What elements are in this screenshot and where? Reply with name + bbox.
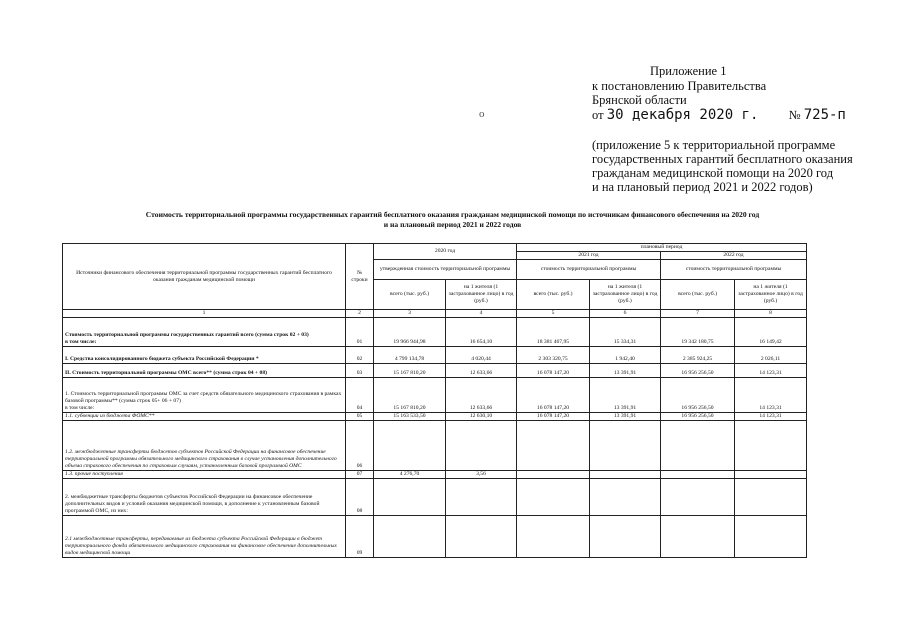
cell-total-2021: 16 078 147,20 [517,378,590,413]
header-per-capita-2021: на 1 жителя (1 застрахованное лицо) в год (руб.) [590,280,661,310]
cell-total-2020: 19 966 944,98 [374,318,446,347]
row-number: 08 [346,479,374,516]
row-label: 2. межбюджетные трансферты бюджетов субъектов Российской Федерации на финансовое обеспечение дополнительных видов и условий оказания медицинской помощи, в дополнение к установленным базовой программой ОМС, из них: [63,479,346,516]
cell-total-2020: 4 276,70 [374,471,446,479]
appendix-date-line [592,108,846,123]
cell-per-capita-2022 [735,479,807,516]
row-number: 06 [346,421,374,471]
row-number: 07 [346,471,374,479]
row-label: 1. Стоимость территориальной программы ОМС за счет средств обязательного медицинского страхования в рамках базовой программы** (сумма строк 05+ 06 + 07) в том числе: [63,378,346,413]
appendix-line-2: к постановлению Правительства [592,78,767,93]
note-line-3: гражданам медицинской помощи на 2020 год [592,166,834,180]
row-number: 03 [346,364,374,378]
cell-per-capita-2021 [590,421,661,471]
row-label: 2.1 межбюджетные трансферты, передаваемые из бюджета субъекта Российской Федерации в бюджет территориального фонда обязательного медицинского страхования на финансовое обеспечение дополнительных видов медицинской помощи [63,516,346,558]
cell-per-capita-2020: 16 654,10 [446,318,517,347]
appendix-note [592,138,853,194]
cell-per-capita-2020: 12 633,66 [446,364,517,378]
row-number: 02 [346,347,374,364]
cell-per-capita-2022: 14 123,31 [735,413,807,421]
cell-total-2022 [661,471,735,479]
row-number: 04 [346,378,374,413]
cost-table [62,243,807,558]
table-row [63,479,807,516]
cell-per-capita-2021 [590,471,661,479]
cell-total-2021: 18 381 467,95 [517,318,590,347]
table-row [63,378,807,413]
cell-per-capita-2020 [446,479,517,516]
row-number: 05 [346,413,374,421]
appendix-header [592,64,846,122]
cell-per-capita-2021 [590,516,661,558]
header-year-2020: 2020 год [374,244,517,260]
row-label: Стоимость территориальной программы государственных гарантий всего (сумма строк 02 + 03) в том числе: [63,318,346,347]
document-title [40,210,865,229]
number-prefix: № [788,107,801,122]
header-year-2022: 2022 год [661,252,807,260]
cell-per-capita-2021: 13 391,91 [590,364,661,378]
date-prefix: от [592,107,604,122]
cell-per-capita-2020: 12 633,66 [446,378,517,413]
cell-total-2020 [374,479,446,516]
cell-total-2022 [661,479,735,516]
cell-per-capita-2022 [735,471,807,479]
table-row [63,471,807,479]
cell-per-capita-2022: 14 123,31 [735,364,807,378]
cell-per-capita-2021: 1 942,40 [590,347,661,364]
cell-total-2020 [374,516,446,558]
col-number: 6 [590,310,661,318]
cell-per-capita-2021 [590,479,661,516]
row-label: 1.2. межбюджетные трансферты бюджетов субъектов Российской Федерации на финансовое обеспечение территориальной программы обязательного медицинского страхования в случае установления дополнительного объема страхового обеспечения по страховым случаям, установленным базовой программой ОМС [63,421,346,471]
cell-total-2022: 16 956 256,50 [661,378,735,413]
cell-total-2022 [661,421,735,471]
cell-per-capita-2020: 4 020,44 [446,347,517,364]
row-label: 1.3. прочие поступления [63,471,346,479]
header-total-2022: всего (тыс. руб.) [661,280,735,310]
header-total-2021: всего (тыс. руб.) [517,280,590,310]
header-per-capita-2020: на 1 жителя (1 застрахованное лицо) в год (руб.) [446,280,517,310]
header-source: Источники финансового обеспечения территориальной программы государственных гарантий бесплатного оказания гражданам медицинской помощи [63,244,346,310]
row-number: 09 [346,516,374,558]
cell-total-2021 [517,471,590,479]
col-number: 3 [374,310,446,318]
table-row [63,364,807,378]
cell-per-capita-2022: 14 123,31 [735,378,807,413]
cell-per-capita-2020 [446,421,517,471]
row-label: 1.1. субвенции из бюджета ФОМС** [63,413,346,421]
handwritten-number: 725-п [803,106,846,123]
cell-total-2020: 15 167 810,20 [374,364,446,378]
header-program-cost-2022: стоимость территориальной программы [661,260,807,280]
header-approved-cost: утвержденная стоимость территориальной программы [374,260,517,280]
header-planned-period: плановый период [517,244,807,252]
col-number: 1 [63,310,346,318]
cell-per-capita-2022: 2 026,11 [735,347,807,364]
header-year-2021: 2021 год [517,252,661,260]
cell-total-2021 [517,516,590,558]
table-row [63,413,807,421]
cell-per-capita-2022 [735,421,807,471]
row-number: 01 [346,318,374,347]
table-row [63,516,807,558]
cell-total-2020: 15 163 533,50 [374,413,446,421]
col-number: 8 [735,310,807,318]
header-total-2020: всего (тыс. руб.) [374,280,446,310]
cell-per-capita-2020: 12 630,10 [446,413,517,421]
cell-per-capita-2022: 16 149,42 [735,318,807,347]
cell-total-2022: 2 385 924,25 [661,347,735,364]
header-per-capita-2022: на 1 жителя (1 застрахованное лицо) в год (руб.) [735,280,807,310]
cell-total-2020: 15 167 810,20 [374,378,446,413]
title-line-1: Стоимость территориальной программы государственных гарантий бесплатного оказания гражданам медицинской помощи по источникам финансового обеспечения на 2020 год [145,210,760,219]
note-line-4: и на плановый период 2021 и 2022 годов) [592,180,813,194]
cell-total-2021: 16 078 147,20 [517,364,590,378]
cell-per-capita-2022 [735,516,807,558]
cell-total-2022: 19 342 180,75 [661,318,735,347]
col-number: 5 [517,310,590,318]
table-row [63,421,807,471]
cell-per-capita-2020 [446,516,517,558]
cell-total-2020: 4 799 134,78 [374,347,446,364]
cell-total-2022: 16 956 256,50 [661,364,735,378]
header-row-no: № строки [346,244,374,310]
note-line-2: государственных гарантий бесплатного оказания [592,152,853,166]
cell-total-2021: 16 078 147,20 [517,413,590,421]
col-number: 2 [346,310,374,318]
title-line-2: и на плановый период 2021 и 2022 годов [383,219,522,229]
cell-per-capita-2021: 13 391,91 [590,413,661,421]
cell-total-2021 [517,421,590,471]
cell-per-capita-2020: 3,56 [446,471,517,479]
cell-total-2022 [661,516,735,558]
header-program-cost-2021: стоимость территориальной программы [517,260,661,280]
appendix-line-3: Брянской области [592,93,687,107]
col-number: 4 [446,310,517,318]
handwritten-date: 30 декабря 2020 г. [606,106,759,123]
cell-total-2020 [374,421,446,471]
row-label: I. Средства консолидированного бюджета субъекта Российской Федерации * [63,347,346,364]
table-row [63,347,807,364]
cell-total-2021 [517,479,590,516]
cell-total-2021: 2 303 320,75 [517,347,590,364]
stray-mark: о [479,108,485,120]
appendix-title: Приложение 1 [650,64,727,78]
col-number: 7 [661,310,735,318]
cell-per-capita-2021: 13 391,91 [590,378,661,413]
cell-total-2022: 16 956 256,50 [661,413,735,421]
cell-per-capita-2021: 15 334,31 [590,318,661,347]
note-line-1: (приложение 5 к территориальной программе [592,138,836,152]
table-row [63,318,807,347]
row-label: II. Стоимость территориальной программы ОМС всего** (сумма строк 04 + 08) [63,364,346,378]
